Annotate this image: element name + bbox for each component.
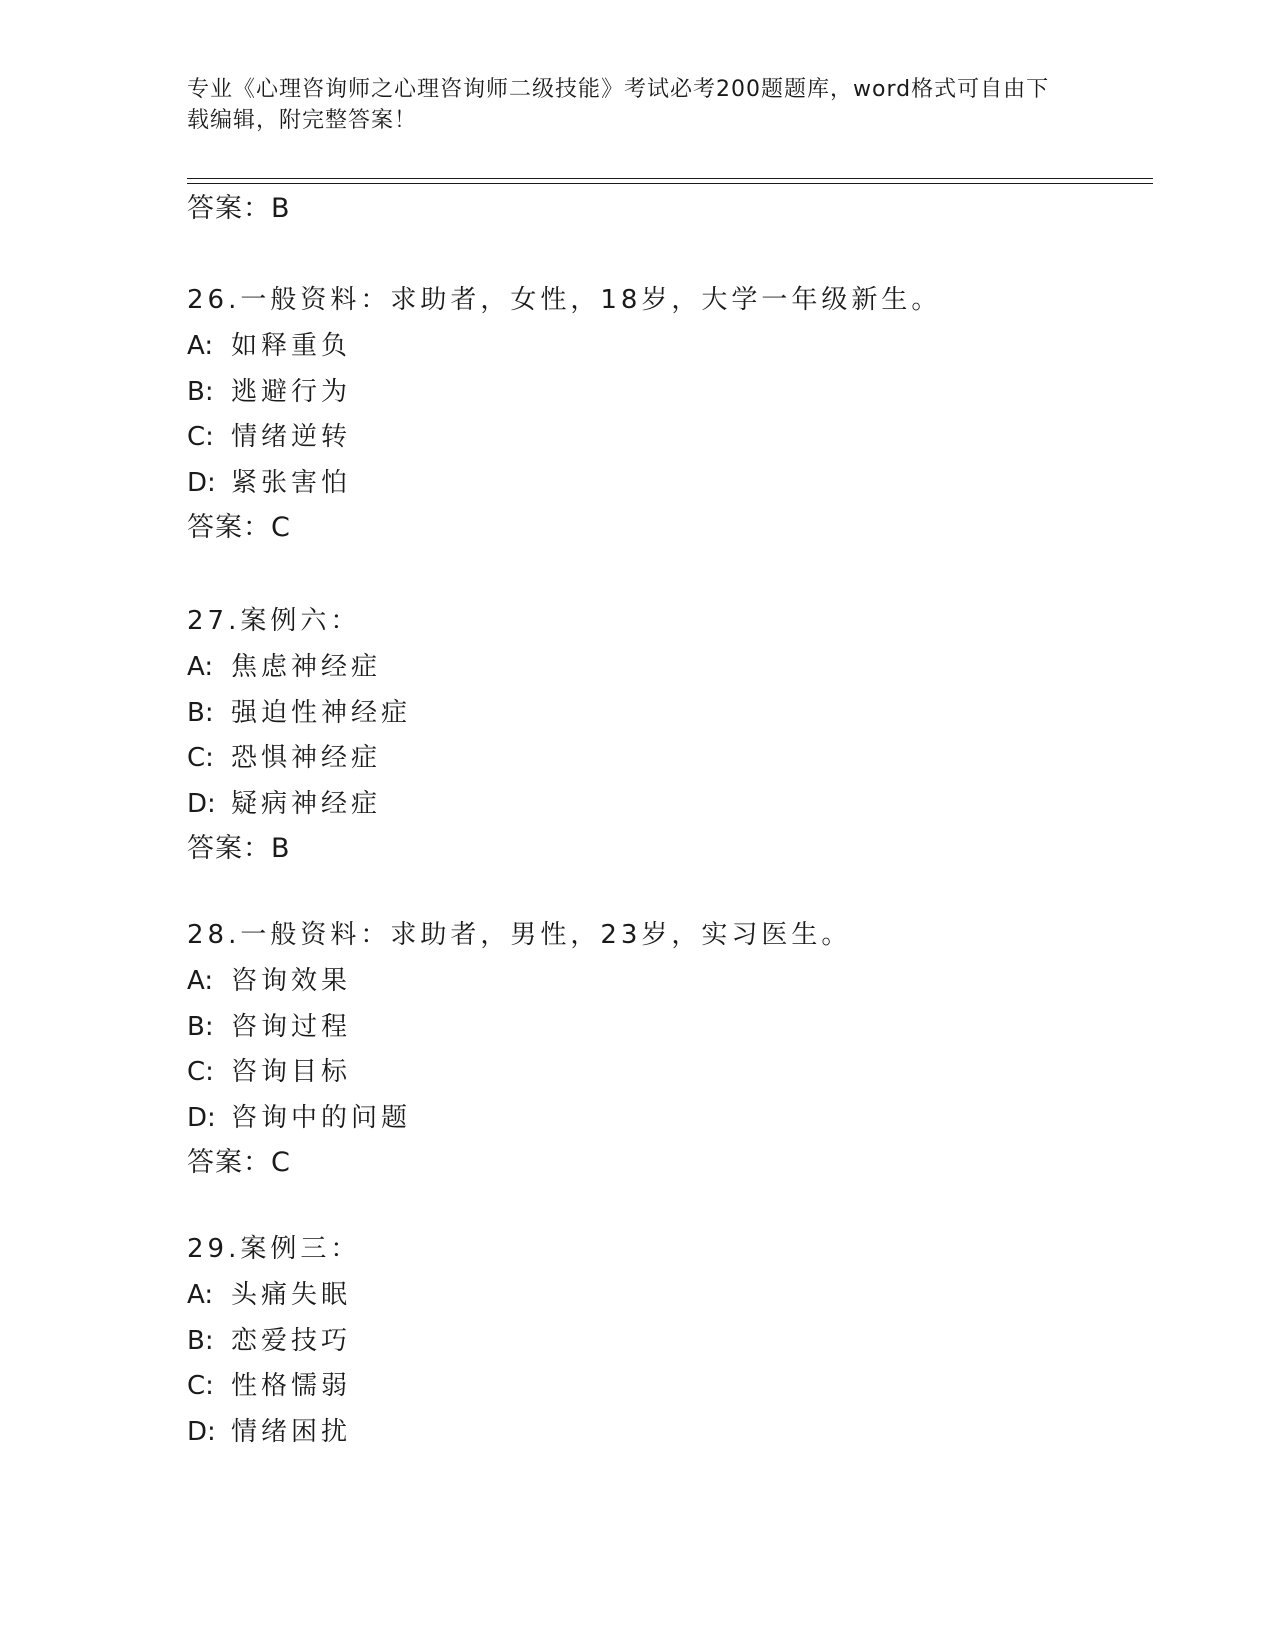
question-26: [187, 283, 1147, 545]
header-divider-bottom: [187, 183, 1153, 184]
option-letter: D:: [187, 467, 216, 498]
option-b: [187, 1324, 1147, 1370]
option-letter: A:: [187, 331, 214, 361]
option-a: [187, 1278, 1147, 1324]
question-title: 28.一般资料：求助者，男性，23岁，实习医生。: [187, 920, 852, 950]
option-text: 性格懦弱: [231, 1371, 352, 1401]
option-text: 咨询效果: [231, 966, 352, 996]
option-c: [187, 741, 1147, 787]
option-a: [187, 964, 1147, 1010]
option-letter: A:: [187, 966, 214, 996]
option-b: [187, 696, 1147, 742]
option-letter: C:: [187, 1371, 214, 1401]
option-text: 咨询目标: [231, 1057, 352, 1087]
question-answer: 答案：B: [187, 833, 291, 864]
header-divider-top: [187, 178, 1153, 179]
question-answer: 答案：C: [187, 1147, 291, 1178]
option-letter: D:: [187, 1102, 216, 1133]
option-letter: A:: [187, 1280, 214, 1310]
option-letter: C:: [187, 1057, 214, 1087]
option-d: [187, 1101, 1147, 1147]
option-text: 逃避行为: [231, 376, 352, 407]
previous-answer: 答案：B: [187, 193, 291, 224]
option-letter: D:: [187, 1416, 216, 1447]
option-text: 紧张害怕: [231, 467, 352, 498]
option-text: 情绪逆转: [231, 422, 352, 452]
option-text: 恐惧神经症: [231, 743, 382, 773]
option-letter: B:: [187, 1325, 214, 1356]
option-d: [187, 1415, 1147, 1461]
question-title: 26.一般资料：求助者，女性，18岁，大学一年级新生。: [187, 285, 942, 315]
option-letter: A:: [187, 652, 214, 682]
option-text: 咨询中的问题: [231, 1102, 412, 1133]
option-d: [187, 466, 1147, 512]
option-b: [187, 1010, 1147, 1056]
option-text: 恋爱技巧: [231, 1325, 352, 1356]
option-text: 疑病神经症: [231, 788, 382, 819]
option-letter: C:: [187, 422, 214, 452]
option-text: 焦虑神经症: [231, 652, 382, 682]
option-a: [187, 650, 1147, 696]
question-27: [187, 604, 1147, 866]
option-b: [187, 375, 1147, 421]
option-letter: B:: [187, 376, 214, 407]
option-c: [187, 1369, 1147, 1415]
option-d: [187, 787, 1147, 833]
option-text: 头痛失眠: [231, 1280, 352, 1310]
option-text: 强迫性神经症: [231, 697, 412, 728]
option-text: 咨询过程: [231, 1011, 352, 1042]
option-text: 如释重负: [231, 331, 352, 361]
option-letter: B:: [187, 1011, 214, 1042]
option-letter: B:: [187, 697, 214, 728]
document-header: 专业《心理咨询师之心理咨询师二级技能》考试必考200题题库，word格式可自由下载编辑，附完整答案！: [187, 77, 1050, 133]
option-letter: C:: [187, 743, 214, 773]
option-c: [187, 420, 1147, 466]
question-28: [187, 918, 1147, 1180]
question-29: [187, 1232, 1147, 1460]
option-text: 情绪困扰: [231, 1416, 352, 1447]
question-title: 27.案例六：: [187, 606, 361, 636]
question-answer: 答案：C: [187, 512, 291, 543]
option-a: [187, 329, 1147, 375]
option-c: [187, 1055, 1147, 1101]
question-title: 29.案例三：: [187, 1234, 361, 1264]
option-letter: D:: [187, 788, 216, 819]
